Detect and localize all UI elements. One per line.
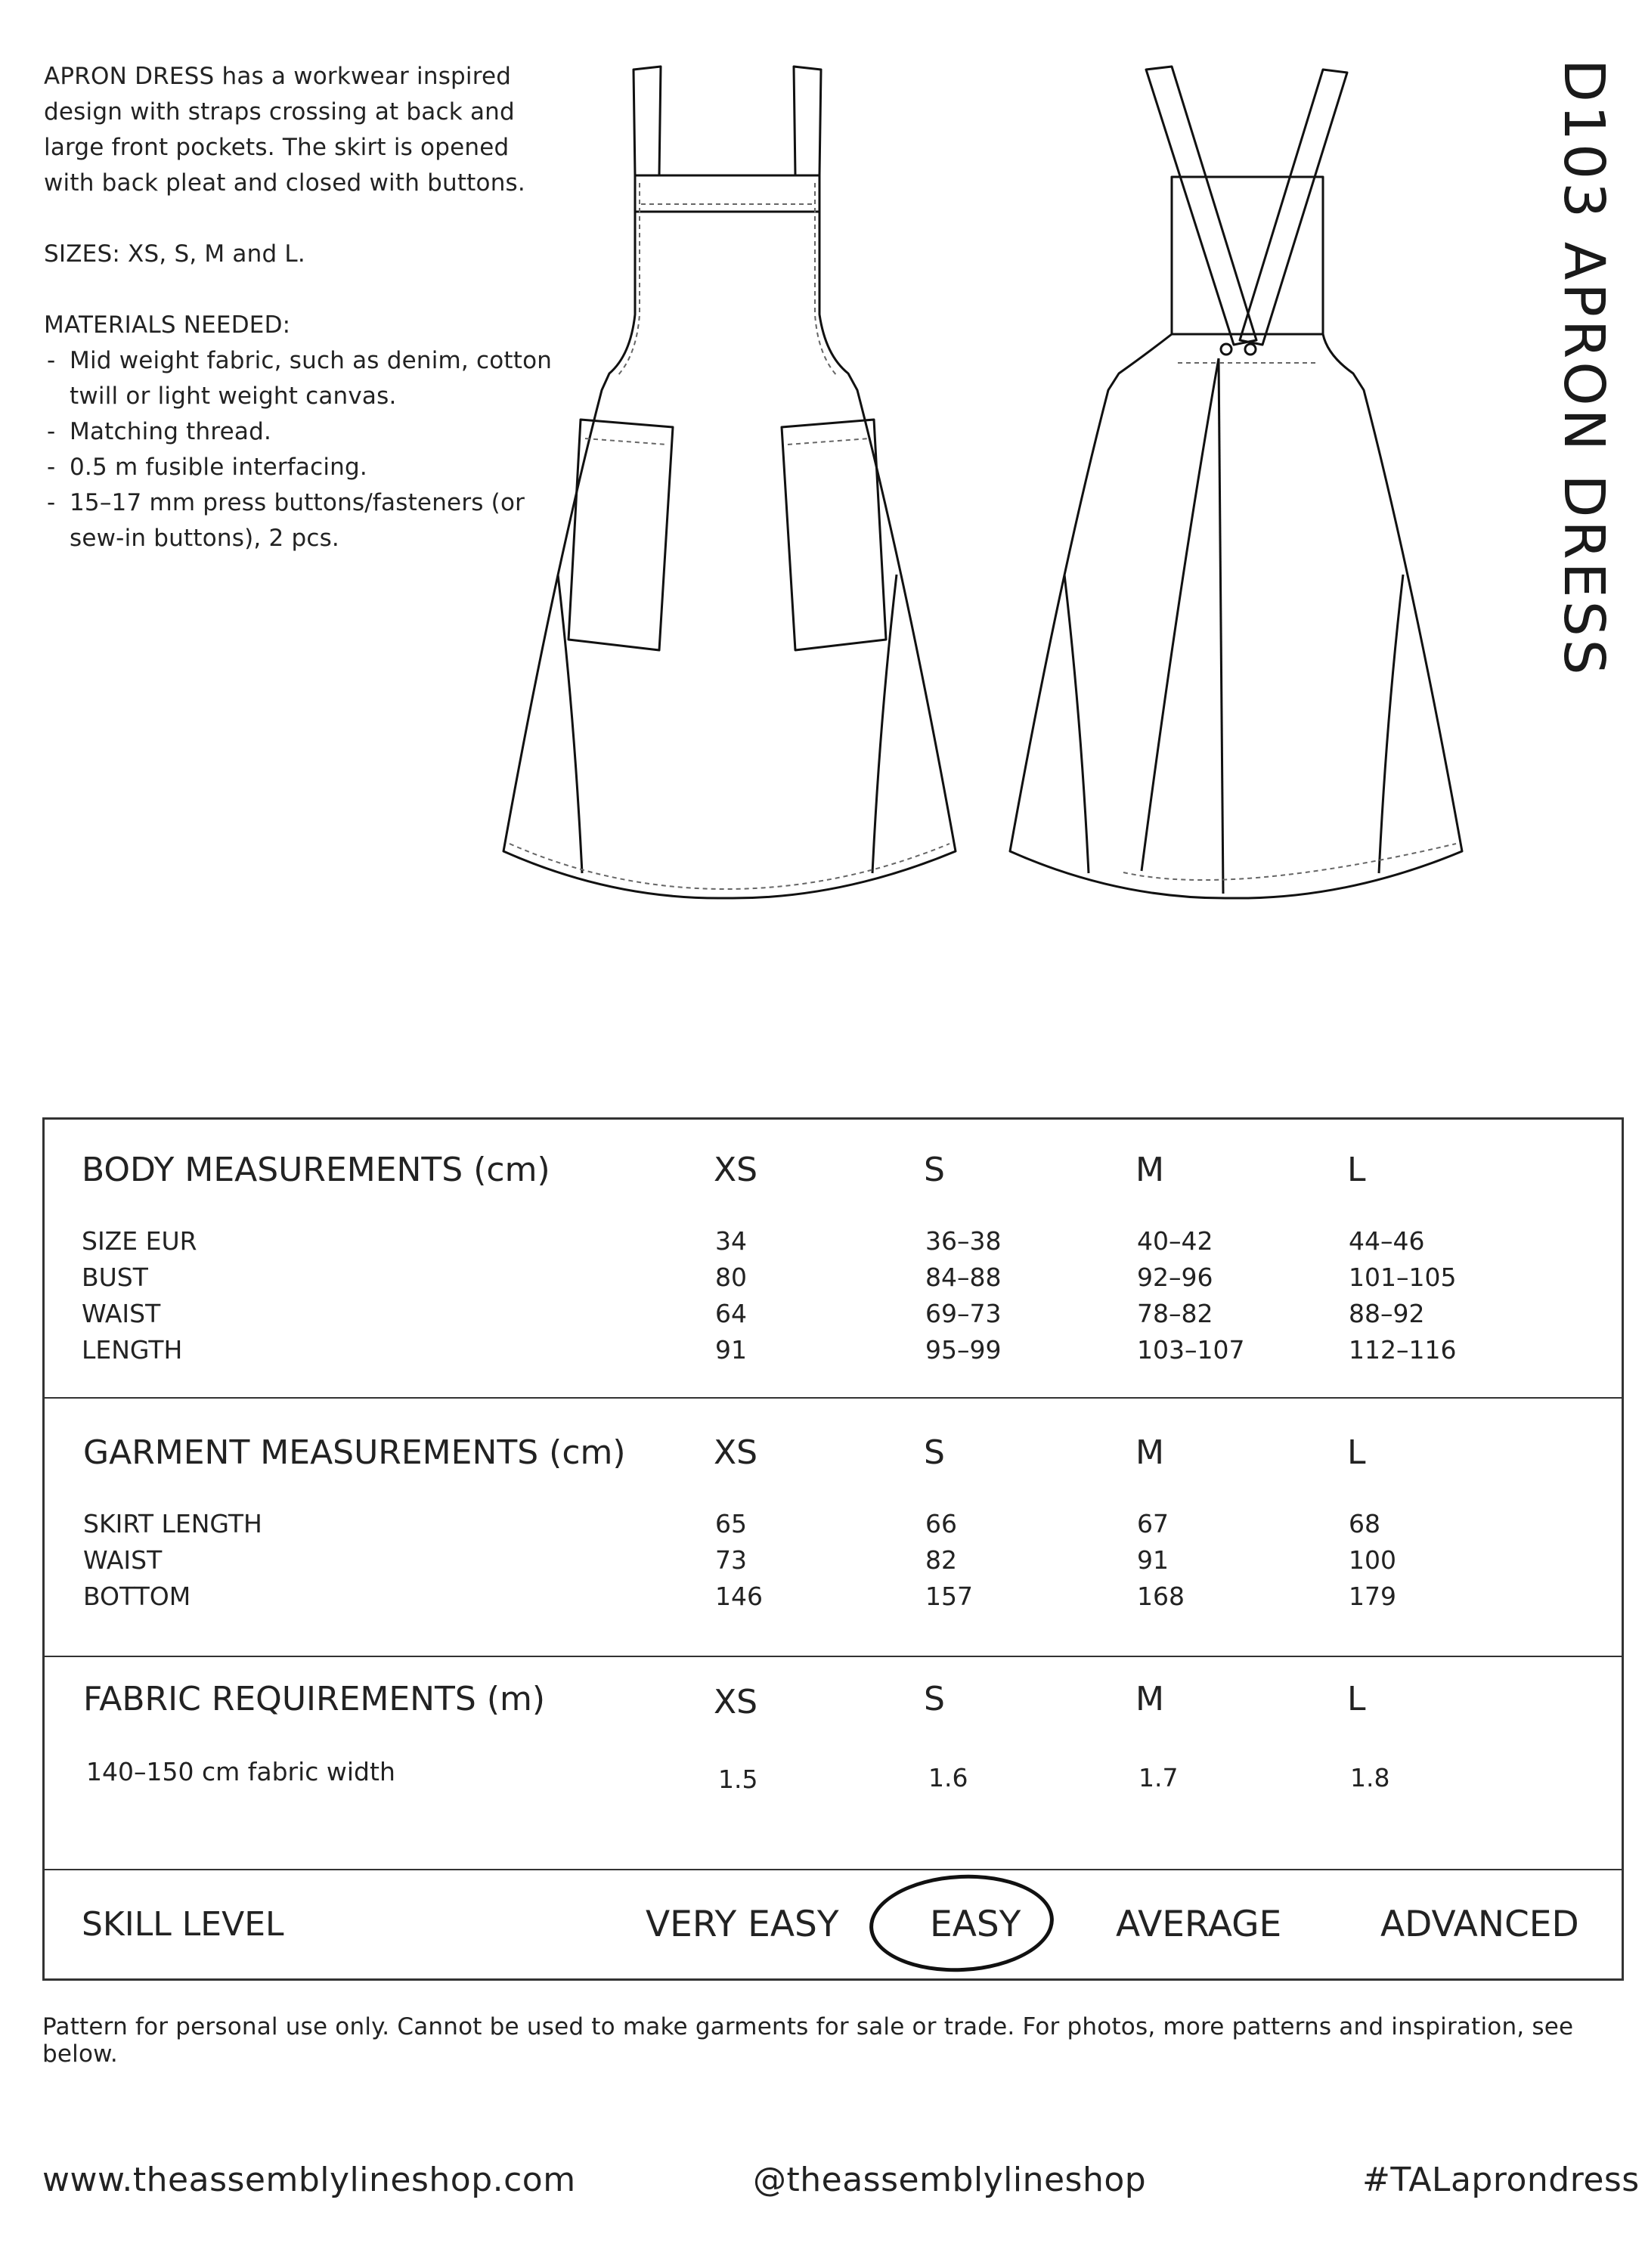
material-item: - 15–17 mm press buttons/fasteners (or sew-in buttons), 2 pcs.: [44, 485, 558, 556]
row-label: WAIST: [82, 1299, 161, 1328]
table-cell: 88–92: [1349, 1299, 1425, 1328]
table-cell: 78–82: [1137, 1299, 1213, 1328]
table-cell: 95–99: [925, 1335, 1002, 1365]
skill-option-advanced: ADVANCED: [1380, 1904, 1579, 1945]
back-view-drawing: [1010, 67, 1462, 898]
material-item: - 0.5 m fusible interfacing.: [44, 450, 558, 485]
table-cell: 1.8: [1350, 1763, 1390, 1792]
table-cell: 1.5: [718, 1765, 758, 1794]
section-title: BODY MEASUREMENTS (cm): [82, 1151, 550, 1189]
size-header: L: [1347, 1151, 1366, 1189]
website-link[interactable]: www.theassemblylineshop.com: [42, 2161, 576, 2199]
hashtag[interactable]: #TALaprondress: [1362, 2161, 1640, 2199]
skill-option-easy: EASY: [930, 1904, 1021, 1945]
table-cell: 69–73: [925, 1299, 1002, 1328]
section-divider: [42, 1869, 1624, 1870]
table-cell: 82: [925, 1545, 957, 1575]
table-cell: 64: [715, 1299, 747, 1328]
section-title: FABRIC REQUIREMENTS (m): [83, 1680, 546, 1718]
social-handle[interactable]: @theassemblylineshop: [753, 2161, 1147, 2199]
description: APRON DRESS has a workwear inspired design with straps crossing at back and large front pockets. The skirt is opened with back pleat and closed with buttons.: [44, 63, 525, 197]
size-header: M: [1135, 1151, 1164, 1189]
intro-text: [44, 59, 558, 556]
table-cell: 100: [1349, 1545, 1396, 1575]
size-header: M: [1135, 1680, 1164, 1718]
table-cell: 91: [1137, 1545, 1169, 1575]
table-cell: 36–38: [925, 1226, 1002, 1256]
size-header: S: [924, 1151, 945, 1189]
table-cell: 146: [715, 1582, 763, 1611]
table-cell: 179: [1349, 1582, 1396, 1611]
material-item: - Matching thread.: [44, 414, 558, 450]
section-divider: [42, 1656, 1624, 1657]
table-cell: 91: [715, 1335, 747, 1365]
table-cell: 103–107: [1137, 1335, 1245, 1365]
material-item: - Mid weight fabric, such as denim, cotton twill or light weight canvas.: [44, 343, 558, 414]
skill-option-average: AVERAGE: [1116, 1904, 1282, 1945]
sizes-text: SIZES: XS, S, M and L.: [44, 240, 305, 268]
pattern-title: D103 APRON DRESS: [1551, 59, 1616, 678]
table-cell: 84–88: [925, 1263, 1002, 1292]
table-cell: 65: [715, 1509, 747, 1538]
table-cell: 44–46: [1349, 1226, 1425, 1256]
materials-list: [44, 343, 558, 556]
size-header: XS: [714, 1433, 758, 1472]
table-cell: 1.7: [1138, 1763, 1179, 1792]
size-header: S: [924, 1680, 945, 1718]
table-cell: 66: [925, 1509, 957, 1538]
table-cell: 68: [1349, 1509, 1380, 1538]
materials-title: MATERIALS NEEDED:: [44, 311, 291, 339]
table-cell: 112–116: [1349, 1335, 1457, 1365]
table-cell: 101–105: [1349, 1263, 1457, 1292]
size-header: XS: [714, 1151, 758, 1189]
row-label: 140–150 cm fabric width: [86, 1757, 395, 1786]
table-cell: 157: [925, 1582, 973, 1611]
disclaimer-text: Pattern for personal use only. Cannot be used to make garments for sale or trade. For photos, more patterns and inspiration, see below.: [42, 2013, 1574, 2068]
size-header: L: [1347, 1433, 1366, 1472]
table-cell: 1.6: [928, 1763, 968, 1792]
table-cell: 40–42: [1137, 1226, 1213, 1256]
row-label: SIZE EUR: [82, 1226, 197, 1256]
row-label: WAIST: [83, 1545, 163, 1575]
size-header: XS: [714, 1683, 758, 1721]
table-cell: 34: [715, 1226, 747, 1256]
section-divider: [42, 1397, 1624, 1399]
row-label: SKIRT LENGTH: [83, 1509, 262, 1538]
skill-option-very-easy: VERY EASY: [646, 1904, 839, 1945]
table-cell: 67: [1137, 1509, 1169, 1538]
size-header: S: [924, 1433, 945, 1472]
size-header: L: [1347, 1680, 1366, 1718]
table-cell: 168: [1137, 1582, 1185, 1611]
table-cell: 73: [715, 1545, 747, 1575]
row-label: BUST: [82, 1263, 148, 1292]
row-label: BOTTOM: [83, 1582, 191, 1611]
row-label: LENGTH: [82, 1335, 183, 1365]
size-header: M: [1135, 1433, 1164, 1472]
table-cell: 92–96: [1137, 1263, 1213, 1292]
table-cell: 80: [715, 1263, 747, 1292]
front-view-drawing: [503, 67, 956, 898]
skill-level-title: SKILL LEVEL: [82, 1905, 284, 1944]
technical-drawing: [499, 53, 1467, 915]
section-title: GARMENT MEASUREMENTS (cm): [83, 1433, 626, 1472]
